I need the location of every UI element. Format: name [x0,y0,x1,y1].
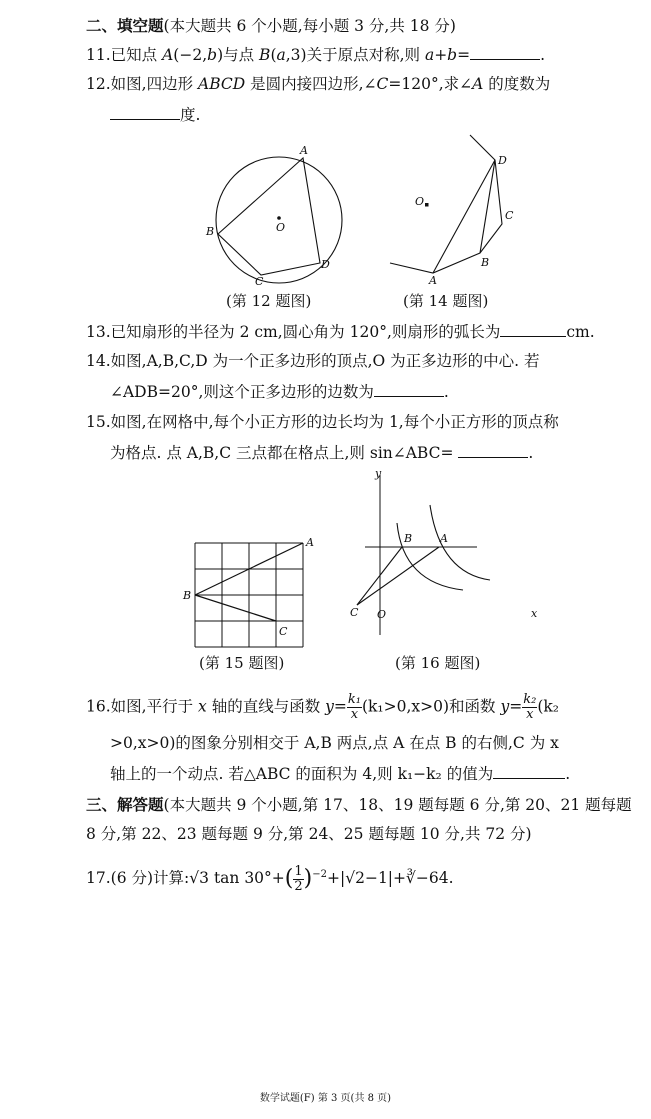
q16-end: . [565,765,571,783]
section2-note: (本大题共 6 个小题,每小题 3 分,共 18 分) [163,17,456,35]
fig15-line-bc [195,595,276,621]
q12-angle-a: A [472,75,484,93]
question-14-cont [110,382,449,402]
q17-tan: tan 30°+ [209,869,285,888]
fig12-caption: (第 12 题图) [226,292,312,310]
q12-answer-blank[interactable] [110,105,180,120]
q16-frac2-num: k₂ [523,692,537,707]
question-15-cont [110,443,533,463]
q12-text-4: 的度数为 [483,75,551,93]
q11-paren: ( [270,46,277,64]
q14-answer-blank[interactable] [374,382,444,397]
q16-text-1: 如图,平行于 [110,697,199,716]
q16-frac-2 [522,693,537,722]
page-footer: 数学试题(F) 第 3 页(共 8 页) [259,1093,392,1104]
q17-end: . [448,869,454,888]
fig14-center-dot [425,203,429,207]
q15-answer-blank[interactable] [458,443,528,458]
figure-14 [385,135,535,287]
fig14-label-b: B [481,256,490,269]
fig12-center-dot [277,216,281,220]
section3-note-1: (本大题共 9 个小题,第 17、18、19 题每题 6 分,第 20、21 题每题 [163,796,632,814]
fig12-label-d: D [321,258,330,271]
question-17 [86,860,454,894]
q17-rparen: ) [303,866,313,892]
fig14-label-o: O [415,195,425,208]
fig14-label-a: A [429,274,437,287]
q11-end: . [540,46,546,64]
section3-note-2: 8 分,第 22、23 题每题 9 分,第 24、25 题每题 10 分,共 72 分) [86,825,532,843]
q16-frac-1 [347,693,362,722]
q11-var-b: b [207,46,218,64]
q12-text-2: 是圆内接四边形,∠ [245,75,377,93]
fig16-line-ca [357,547,439,605]
q13-number: 13. [86,323,111,341]
fig15-label-b: B [183,589,192,602]
fig12-label-b: B [206,225,215,238]
q14-number: 14. [86,352,111,370]
q12-unit: 度. [180,106,201,124]
q12-angle-c: C [376,75,389,93]
q11-eq: = [457,46,471,64]
q17-number: 17. [86,869,111,888]
fig14-caption: (第 14 题图) [403,292,489,310]
q11-text-2: )与点 [217,46,260,64]
fig16-label-o: O [377,608,387,621]
q17-frac-den: 2 [294,878,303,894]
fig12-label-o: O [276,221,286,234]
question-14 [86,351,540,371]
q16-cond-2: (k₂ [537,697,559,716]
q12-number: 12. [86,75,111,93]
q16-eq-2: = [509,697,523,716]
question-16 [86,693,559,722]
q11-number: 11. [86,46,111,64]
question-13 [86,322,595,342]
q11-expr: a+b [424,46,458,64]
figure-12 [200,140,360,290]
figure-16 [345,465,545,645]
q16-frac2-den: x [526,707,534,722]
q16-number: 16. [86,697,111,716]
fig14-label-c: C [505,209,514,222]
q12-text-3: =120°,求∠ [388,75,473,93]
q11-answer-blank[interactable] [470,45,540,60]
q16-text-line3: 轴上的一个动点. 若△ABC 的面积为 4,则 k₁−k₂ 的值为 [110,765,494,783]
q15-text-1: 如图,在网格中,每个小正方形的边长均为 1,每个小正方形的顶点称 [110,413,559,431]
q16-text-line2: >0,x>0)的图象分别相交于 A,B 两点,点 A 在点 B 的右侧,C 为 x [110,734,559,752]
section3-header [86,795,632,815]
q16-cond-1: (k₁>0,x>0)和函数 [361,697,501,716]
question-12-cont [110,105,200,125]
question-15 [86,412,559,432]
q16-frac1-num: k₁ [347,692,361,707]
question-11 [86,45,545,65]
q17-sqrt3: √3 [189,869,210,888]
question-16-line3 [110,764,570,784]
q16-var-x: x [198,697,207,716]
fig16-label-x: x [531,607,538,620]
q16-var-y: y [325,697,334,716]
q16-text-2: 轴的直线与函数 [206,697,326,716]
fig16-label-c: C [350,606,359,619]
fig12-label-a: A [300,144,308,157]
fig14-label-d: D [498,154,507,167]
q17-exponent: −2 [312,869,328,880]
q16-frac1-den: x [350,707,359,722]
q16-answer-blank[interactable] [493,764,565,779]
fig16-label-a: A [440,532,448,545]
q16-eq-1: = [333,697,347,716]
question-16-line2 [110,733,559,753]
fig16-caption: (第 16 题图) [395,654,481,672]
q14-end: . [443,383,449,401]
q13-answer-blank[interactable] [500,322,566,337]
q17-frac-num: 1 [294,863,303,879]
q13-unit: cm. [566,323,595,341]
q15-end: . [528,444,534,462]
q14-text-1: 如图,A,B,C,D 为一个正多边形的顶点,O 为正多边形的中心. 若 [110,352,540,370]
fig12-label-c: C [255,275,264,288]
section3-label: 三、解答题 [86,795,164,814]
q15-number: 15. [86,413,111,431]
fig16-label-b: B [404,532,413,545]
fig16-label-y: y [375,467,382,480]
q14-text-2: ∠ADB=20°,则这个正多边形的边数为 [110,383,374,401]
q17-abs: +|√2−1|+ [327,869,407,888]
q11-text: 已知点 [110,46,163,64]
q11-text-3: ,3)关于原点对称,则 [285,46,425,64]
fig12-quadrilateral [218,158,320,275]
q11-point-b: B [259,46,271,64]
q15-text-2: 为格点. 点 A,B,C 三点都在格点上,则 sin∠ABC= [110,444,459,462]
q12-quad: ABCD [198,75,246,93]
q17-text: (6 分)计算: [110,869,190,888]
fig15-label-a: A [306,536,314,549]
q11-coord-a: (−2, [173,46,208,64]
q11-var-a: a [276,46,286,64]
q16-var-y2: y [500,697,510,716]
fig15-caption: (第 15 题图) [199,654,285,672]
q17-frac [293,865,303,894]
q17-lparen: ( [284,866,294,892]
fig14-polygon-sides [390,135,502,273]
question-12 [86,74,550,94]
q12-text: 如图,四边形 [110,75,199,93]
q17-cube-root: ∛−64 [406,869,449,888]
q13-text: 已知扇形的半径为 2 cm,圆心角为 120°,则扇形的弧长为 [110,323,501,341]
figure-15 [180,538,320,653]
fig15-label-c: C [279,625,288,638]
section3-header-cont [86,824,532,844]
q11-point-a: A [162,46,174,64]
fig16-curve-k1 [430,505,490,580]
section2-label: 二、填空题 [86,16,164,35]
section2-header [86,16,456,36]
